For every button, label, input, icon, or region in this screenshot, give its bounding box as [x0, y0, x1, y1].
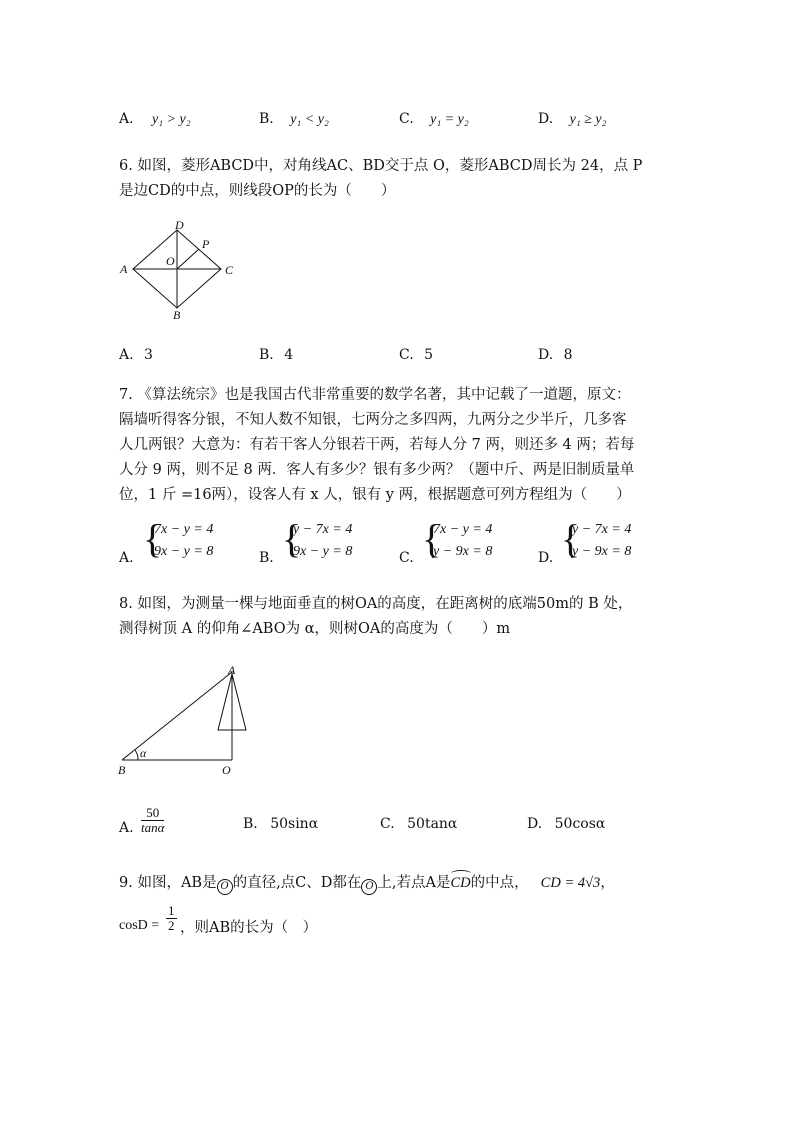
label-a: A	[120, 262, 128, 276]
brace-icon: {	[422, 516, 442, 561]
segment-op	[177, 249, 199, 269]
label-b: B	[118, 763, 126, 777]
q7-stem-line-3: 人几两银？大意为：有若干客人分银若干两，若每人分 7 两，则还多 4 两；若每	[119, 437, 635, 453]
q7-stem-line-2: 隔墙听得客分银，不知人数不知银，七两分之多四两，九两分之少半斤，几多客	[119, 412, 627, 428]
cos-d-label: cosD =	[119, 918, 160, 933]
brace-icon: {	[282, 516, 302, 561]
q6-rhombus-figure	[116, 218, 246, 323]
q6-stem-line-1: 6. 如图，菱形ABCD中，对角线AC、BD交于点 O，菱形ABCD周长为 24，点 P	[119, 158, 643, 174]
arc-icon	[451, 870, 471, 877]
q6-option-d[interactable]: D. 8	[538, 347, 573, 363]
q6-option-b[interactable]: B. 4	[259, 347, 294, 363]
q7-stem-line-1: 7. 《算法统宗》也是我国古代非常重要的数学名著，其中记载了一道题，原文：	[119, 387, 631, 403]
q8-tree-figure	[114, 660, 254, 780]
label-o: O	[222, 763, 231, 777]
line-of-sight-ba	[122, 672, 232, 760]
q6-option-c[interactable]: C. 5	[399, 347, 434, 363]
arc-cd: CD	[451, 872, 471, 893]
q7-stem-line-4: 人分 9 两，则不足 8 两．客人有多少？银有多少两？（题中斤、两是旧制质量单	[119, 462, 635, 478]
q8-option-d[interactable]: D. 50cosα	[527, 816, 606, 832]
q5-option-b[interactable]: B. y₁ < y₂	[259, 111, 329, 127]
label-o: O	[166, 254, 175, 268]
q8-option-b[interactable]: B. 50sinα	[243, 816, 319, 832]
label-d: D	[175, 218, 184, 232]
circle-o-symbol: O	[217, 879, 233, 895]
fraction-one-half: $\frac{1}{2}$	[168, 903, 175, 933]
q5-option-d[interactable]: D. y₁ ≥ y₂	[538, 111, 607, 127]
circle-o-symbol: O	[361, 879, 377, 895]
label-p: P	[202, 237, 210, 251]
label-c: C	[225, 263, 234, 277]
label-b: B	[173, 308, 181, 322]
q9-stem-line-1: 9. 如图，AB是 O 的直径,点C、D都在 O 上,若点A是 CD的中点， CD = 4√3，	[119, 872, 615, 895]
brace-icon: {	[561, 516, 581, 561]
q5-option-a[interactable]: A. y₁ > y₂	[119, 111, 191, 127]
label-a: A	[228, 663, 236, 677]
q6-stem-line-2: 是边CD的中点，则线段OP的长为（ ）	[119, 183, 396, 199]
label-alpha: α	[140, 746, 147, 760]
q8-stem-line-1: 8. 如图，为测量一棵与地面垂直的树OA的高度，在距离树的底端50m的 B 处，	[119, 596, 633, 612]
q6-option-a[interactable]: A. 3	[119, 347, 153, 363]
q8-option-c[interactable]: C. 50tanα	[380, 816, 458, 832]
angle-alpha-arc	[135, 750, 138, 760]
brace-icon: {	[143, 516, 163, 561]
cd-length-expr: CD = 4√3	[540, 875, 601, 891]
q5-option-c[interactable]: C. y₁ = y₂	[399, 111, 469, 127]
q8-stem-line-2: 测得树顶 A 的仰角∠ABO为 α，则树OA的高度为（ ）m	[119, 621, 511, 637]
q7-stem-line-5: 位，1 斤 =16两），设客人有 x 人，银有 y 两，根据题意可列方程组为（ ）	[119, 487, 631, 503]
